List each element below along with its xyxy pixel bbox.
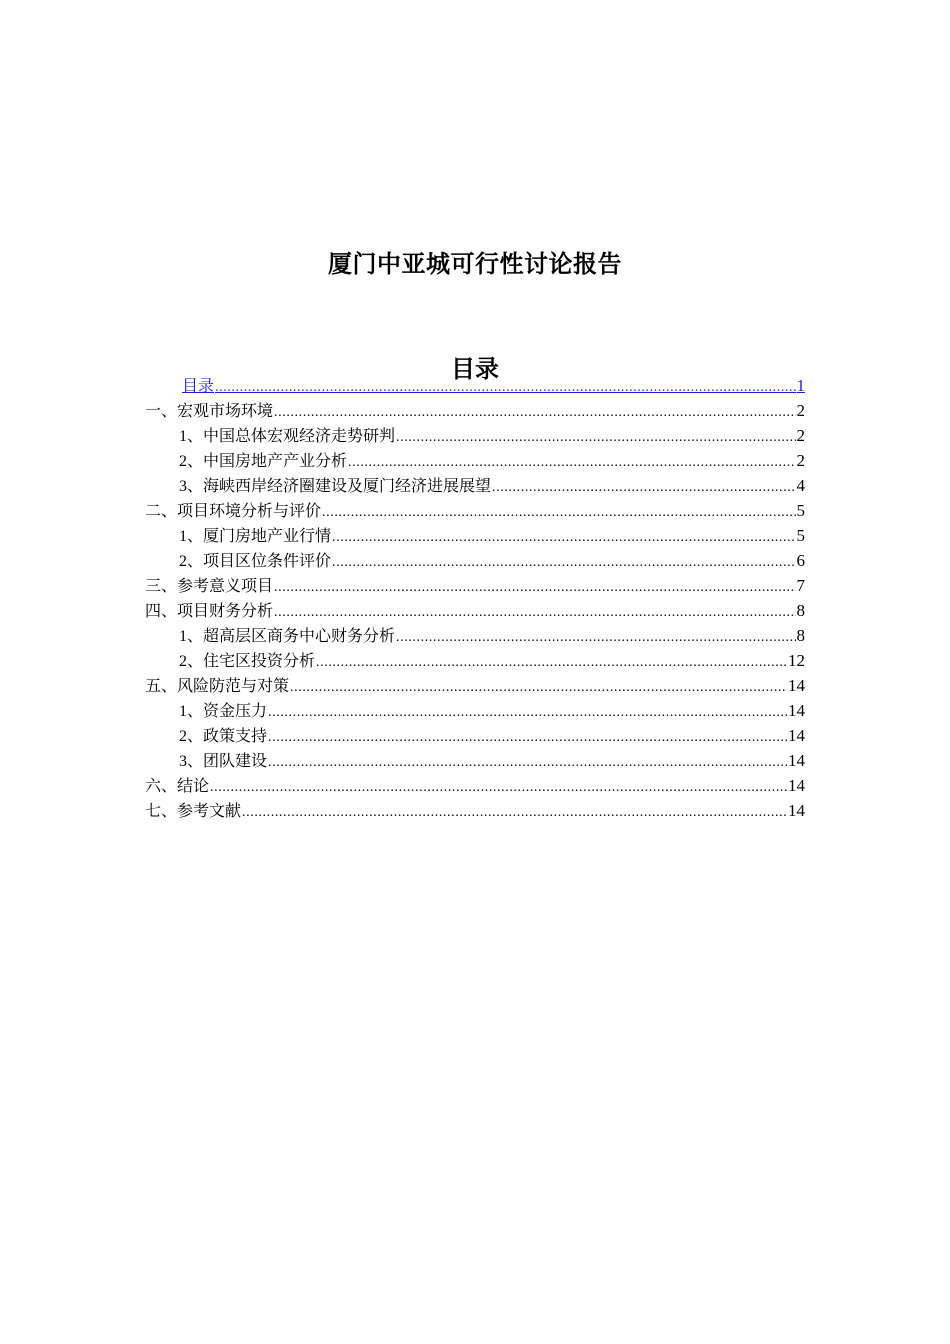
toc-dot-leader	[332, 525, 795, 550]
toc-entry[interactable]	[145, 673, 805, 698]
toc-dot-leader	[242, 800, 787, 825]
toc-entry[interactable]	[145, 398, 805, 423]
toc-entry-text: 、资金压力	[187, 701, 268, 720]
toc-entry-label	[145, 798, 241, 823]
toc-entry-text: 三、参考意义项目	[145, 576, 274, 595]
toc-dot-leader	[492, 475, 795, 500]
toc-entry-label	[179, 548, 331, 574]
toc-entry-text: 一、宏观市场环境	[145, 401, 274, 420]
toc-entry-number: 2	[179, 728, 187, 745]
toc-entry[interactable]	[145, 498, 805, 523]
toc-entry-text: 、厦门房地产业行情	[187, 526, 332, 545]
toc-entry-label	[145, 673, 289, 698]
toc-entry-label	[179, 648, 315, 674]
toc-entry-number: 1	[179, 703, 187, 720]
toc-dot-leader	[396, 425, 795, 450]
toc-entry-number: 3	[179, 478, 187, 495]
toc-entry-text: 目录	[182, 376, 215, 395]
toc-entry[interactable]	[145, 798, 805, 823]
toc-entry-label	[145, 773, 209, 798]
toc-entry-page-number: 7	[796, 576, 805, 595]
toc-entry-label	[179, 523, 331, 549]
toc-entry-page-number: 14	[788, 676, 805, 695]
toc-entry-text: 、项目区位条件评价	[187, 551, 332, 570]
toc-entry-page-number: 14	[788, 776, 805, 795]
toc-entry[interactable]	[145, 648, 805, 673]
toc-entry-text: 、政策支持	[187, 726, 268, 745]
toc-entry-page-number: 6	[796, 551, 805, 570]
toc-entry-number: 2	[179, 553, 187, 570]
toc-entry-text: 、超高层区商务中心财务分析	[187, 626, 396, 645]
toc-entry-page-number: 4	[796, 476, 805, 495]
toc-entry[interactable]	[145, 723, 805, 748]
toc-entry-label	[145, 398, 273, 423]
toc-entry[interactable]	[145, 373, 805, 398]
toc-entry-number: 1	[179, 528, 187, 545]
table-of-contents	[145, 373, 805, 823]
toc-entry-text: 五、风险防范与对策	[145, 676, 290, 695]
toc-entry[interactable]	[145, 623, 805, 648]
toc-entry-number: 1	[179, 428, 187, 445]
toc-entry[interactable]	[145, 448, 805, 473]
toc-entry-page-number: 8	[796, 626, 805, 645]
toc-entry-page-number: 8	[796, 601, 805, 620]
toc-entry[interactable]	[145, 598, 805, 623]
toc-dot-leader	[332, 550, 795, 575]
toc-entry-text: 四、项目财务分析	[145, 601, 274, 620]
toc-entry-text: 、中国总体宏观经济走势研判	[187, 426, 396, 445]
toc-entry-text: 六、结论	[145, 776, 210, 795]
toc-dot-leader	[274, 575, 795, 600]
toc-entry-number: 3	[179, 753, 187, 770]
toc-heading: 目录	[451, 354, 499, 383]
toc-entry-label	[145, 498, 321, 523]
toc-entry-label	[179, 623, 395, 649]
toc-entry[interactable]	[145, 573, 805, 598]
toc-entry-page-number: 1	[796, 376, 805, 395]
toc-entry-label	[179, 698, 267, 724]
toc-entry-number: 2	[179, 653, 187, 670]
toc-entry-label	[179, 423, 395, 449]
toc-entry-page-number: 14	[788, 801, 805, 820]
toc-dot-leader	[268, 725, 787, 750]
toc-entry[interactable]	[145, 523, 805, 548]
toc-entry[interactable]	[145, 548, 805, 573]
toc-entry-label	[145, 598, 273, 623]
toc-entry-page-number: 14	[788, 701, 805, 720]
toc-entry-text: 、海峡西岸经济圈建设及厦门经济进展展望	[187, 476, 492, 495]
toc-entry[interactable]	[145, 748, 805, 773]
toc-entry-page-number: 5	[796, 501, 805, 520]
toc-entry-page-number: 2	[796, 401, 805, 420]
toc-dot-leader	[215, 375, 795, 400]
toc-entry-text: 七、参考文献	[145, 801, 242, 820]
toc-entry-page-number: 12	[788, 651, 805, 670]
toc-entry[interactable]	[145, 423, 805, 448]
toc-entry-text: 二、项目环境分析与评价	[145, 501, 322, 520]
toc-entry-number: 2	[179, 453, 187, 470]
toc-entry-page-number: 5	[796, 526, 805, 545]
toc-entry-label	[179, 473, 491, 499]
toc-entry-text: 、团队建设	[187, 751, 268, 770]
toc-dot-leader	[322, 500, 795, 525]
toc-dot-leader	[274, 400, 795, 425]
toc-dot-leader	[268, 700, 787, 725]
toc-entry-text: 、住宅区投资分析	[187, 651, 316, 670]
toc-dot-leader	[290, 675, 787, 700]
toc-entry-page-number: 14	[788, 751, 805, 770]
toc-entry-page-number: 2	[796, 451, 805, 470]
toc-entry-label	[145, 573, 273, 598]
toc-entry-number: 1	[179, 628, 187, 645]
toc-dot-leader	[316, 650, 787, 675]
toc-dot-leader	[210, 775, 787, 800]
toc-entry-page-number: 14	[788, 726, 805, 745]
toc-entry-label	[179, 748, 267, 774]
toc-entry-label	[179, 723, 267, 749]
toc-entry-page-number: 2	[796, 426, 805, 445]
toc-entry[interactable]	[145, 698, 805, 723]
toc-dot-leader	[274, 600, 795, 625]
toc-dot-leader	[348, 450, 795, 475]
toc-entry-text: 、中国房地产产业分析	[187, 451, 348, 470]
toc-dot-leader	[268, 750, 787, 775]
toc-entry[interactable]	[145, 773, 805, 798]
toc-entry[interactable]	[145, 473, 805, 498]
toc-entry-label	[182, 373, 214, 398]
toc-dot-leader	[396, 625, 795, 650]
document-title: 厦门中亚城可行性讨论报告	[328, 250, 622, 279]
toc-entry-label	[179, 448, 347, 474]
